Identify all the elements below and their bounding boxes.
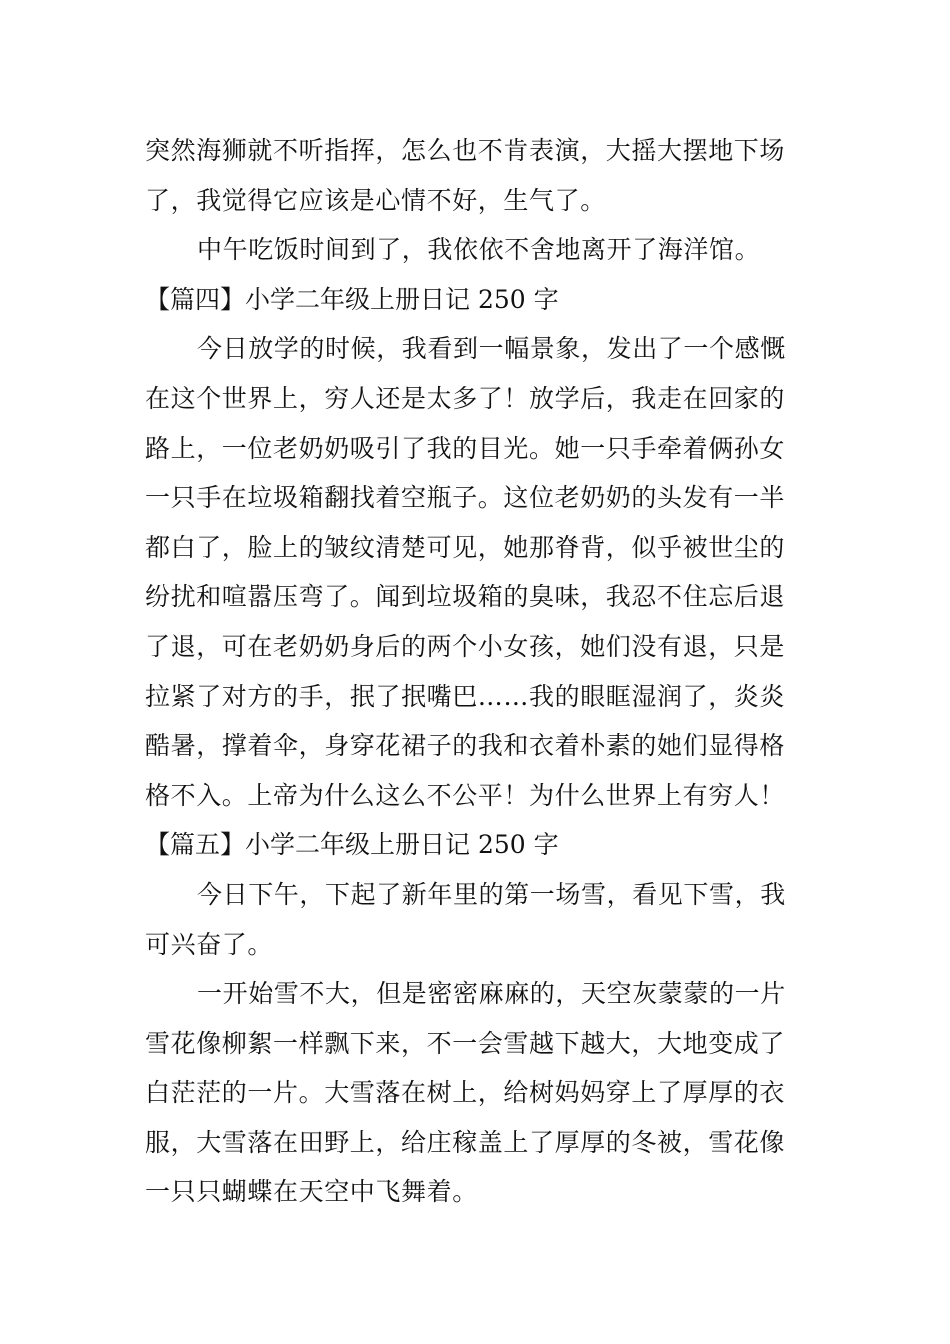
- paragraph-line: 都白了，脸上的皱纹清楚可见，她那脊背，似乎被世尘的: [145, 532, 786, 562]
- paragraph-line: 纷扰和喧嚣压弯了。闻到垃圾箱的臭味，我忍不住忘后退: [145, 582, 786, 612]
- paragraph-line: 一开始雪不大，但是密密麻麻的，天空灰蒙蒙的一片: [197, 979, 786, 1009]
- paragraph-line: 了，我觉得它应该是心情不好，生气了。: [145, 185, 606, 215]
- paragraph-line: 在这个世界上，穷人还是太多了！放学后，我走在回家的: [145, 383, 786, 413]
- paragraph-line: 一只只蝴蝶在天空中飞舞着。: [145, 1177, 478, 1207]
- paragraph-line: 突然海狮就不听指挥，怎么也不肯表演，大摇大摆地下场: [145, 136, 786, 165]
- paragraph-line: 今日放学的时候，我看到一幅景象，发出了一个感慨: [197, 334, 786, 364]
- paragraph-line: 白茫茫的一片。大雪落在树上，给树妈妈穿上了厚厚的衣: [145, 1078, 786, 1108]
- paragraph-line: 格不入。上帝为什么这么不公平！为什么世界上有穷人！: [145, 780, 786, 810]
- section-heading-5: 【篇五】小学二年级上册日记 250 字: [145, 830, 559, 860]
- paragraph-line: 雪花像柳絮一样飘下来，不一会雪越下越大，大地变成了: [145, 1028, 786, 1058]
- paragraph-line: 中午吃饭时间到了，我依依不舍地离开了海洋馆。: [197, 235, 761, 265]
- section-heading-4: 【篇四】小学二年级上册日记 250 字: [145, 284, 559, 314]
- paragraph-line: 服，大雪落在田野上，给庄稼盖上了厚厚的冬被，雪花像: [145, 1127, 786, 1157]
- paragraph-line: 今日下午，下起了新年里的第一场雪，看见下雪，我: [197, 879, 786, 909]
- paragraph-line: 酷暑，撑着伞，身穿花裙子的我和衣着朴素的她们显得格: [145, 731, 786, 761]
- paragraph-line: 了退，可在老奶奶身后的两个小女孩，她们没有退，只是: [145, 631, 786, 661]
- paragraph-line: 可兴奋了。: [145, 929, 274, 959]
- paragraph-line: 一只手在垃圾箱翻找着空瓶子。这位老奶奶的头发有一半: [145, 483, 786, 513]
- document-page: [145, 126, 810, 1217]
- paragraph-line: 拉紧了对方的手，抿了抿嘴巴……我的眼眶湿润了，炎炎: [145, 681, 786, 711]
- paragraph-line: 路上，一位老奶奶吸引了我的目光。她一只手牵着俩孙女: [145, 433, 786, 463]
